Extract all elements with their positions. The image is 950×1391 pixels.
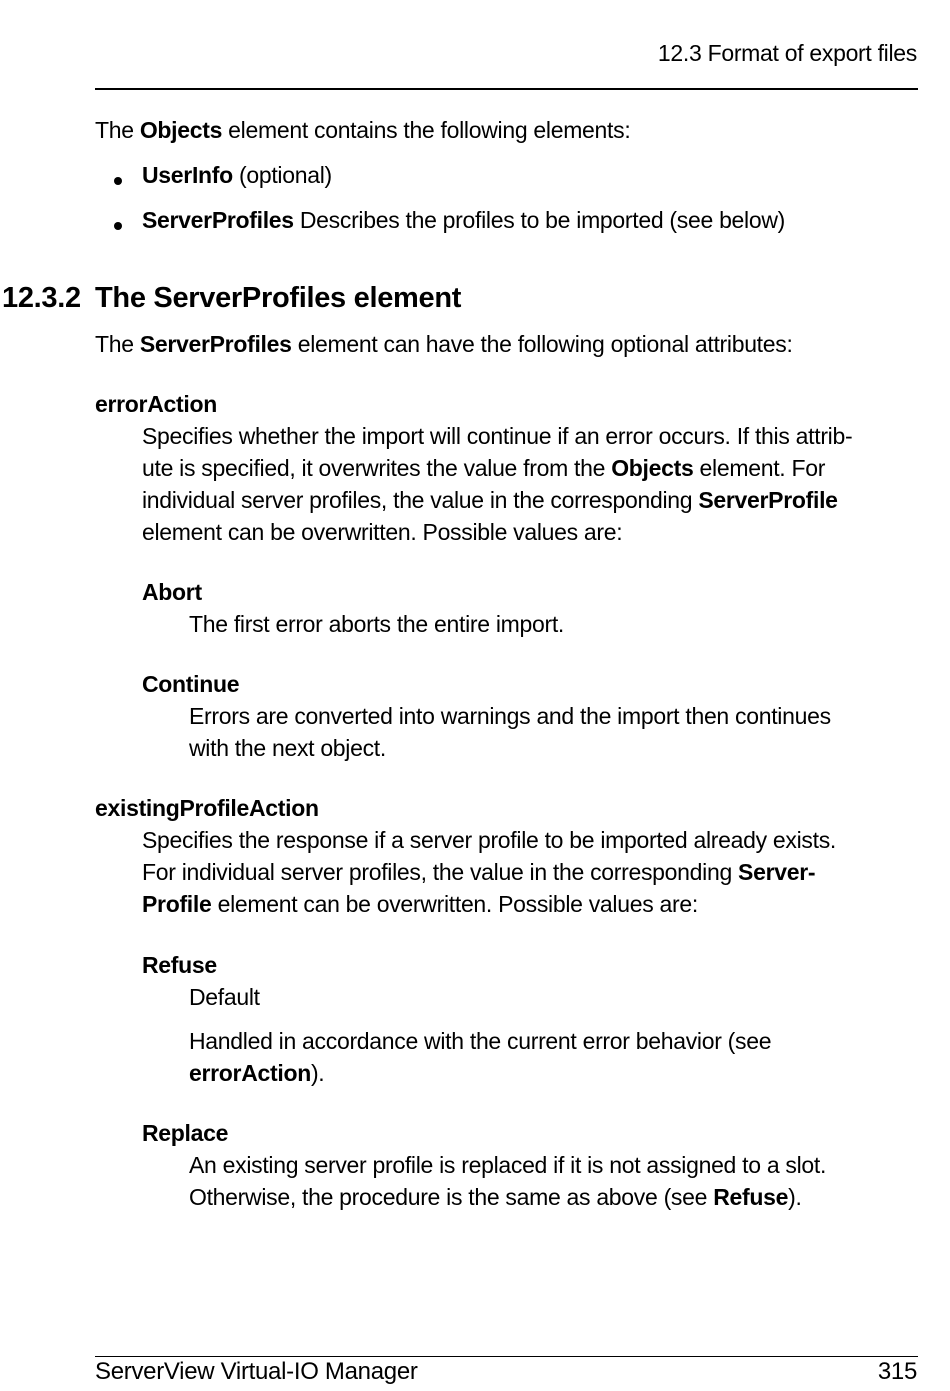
existing-profile-desc-line: For individual server profiles, the value in the corresponding Server- [142, 859, 816, 885]
intro-paragraph: The Objects element contains the following elements: [95, 117, 631, 143]
value-refuse-desc: errorAction). [189, 1060, 325, 1086]
term-error-action: errorAction [95, 391, 217, 417]
section-intro: The ServerProfiles element can have the following optional attributes: [95, 331, 793, 357]
error-action-desc-line: element can be overwritten. Possible values are: [142, 519, 623, 545]
bullet-icon [114, 177, 122, 185]
value-refuse-default: Default [189, 984, 260, 1010]
footer-product: ServerView Virtual-IO Manager [95, 1358, 418, 1385]
term-existing-profile-action: existingProfileAction [95, 795, 319, 821]
value-abort-desc: The first error aborts the entire import. [189, 611, 565, 637]
value-abort: Abort [142, 579, 202, 605]
value-replace: Replace [142, 1120, 229, 1146]
running-header: 12.3 Format of export files [657, 40, 917, 66]
list-item: UserInfo (optional) [142, 162, 332, 188]
value-continue: Continue [142, 671, 240, 697]
footer-rule [95, 1356, 918, 1357]
value-continue-desc: Errors are converted into warnings and the import then continues [189, 703, 831, 729]
section-number: 12.3.2 [2, 282, 81, 314]
value-continue-desc: with the next object. [189, 735, 386, 761]
error-action-desc-line: ute is specified, it overwrites the value from the Objects element. For [142, 455, 826, 481]
section-title: The ServerProfiles element [95, 282, 462, 314]
list-item: ServerProfiles Describes the profiles to be imported (see below) [142, 207, 786, 233]
error-action-desc-line: individual server profiles, the value in the corresponding ServerProfile [142, 487, 838, 513]
value-replace-desc: Otherwise, the procedure is the same as above (see Refuse). [189, 1184, 802, 1210]
value-refuse-desc: Handled in accordance with the current error behavior (see [189, 1028, 772, 1054]
value-refuse: Refuse [142, 952, 217, 978]
header-rule [95, 88, 918, 90]
bullet-icon [114, 222, 122, 230]
existing-profile-desc-line: Profile element can be overwritten. Possible values are: [142, 891, 698, 917]
error-action-desc-line: Specifies whether the import will continue if an error occurs. If this attrib- [142, 423, 853, 449]
existing-profile-desc-line: Specifies the response if a server profile to be imported already exists. [142, 827, 837, 853]
page-number: 315 [877, 1358, 917, 1385]
value-replace-desc: An existing server profile is replaced if it is not assigned to a slot. [189, 1152, 827, 1178]
